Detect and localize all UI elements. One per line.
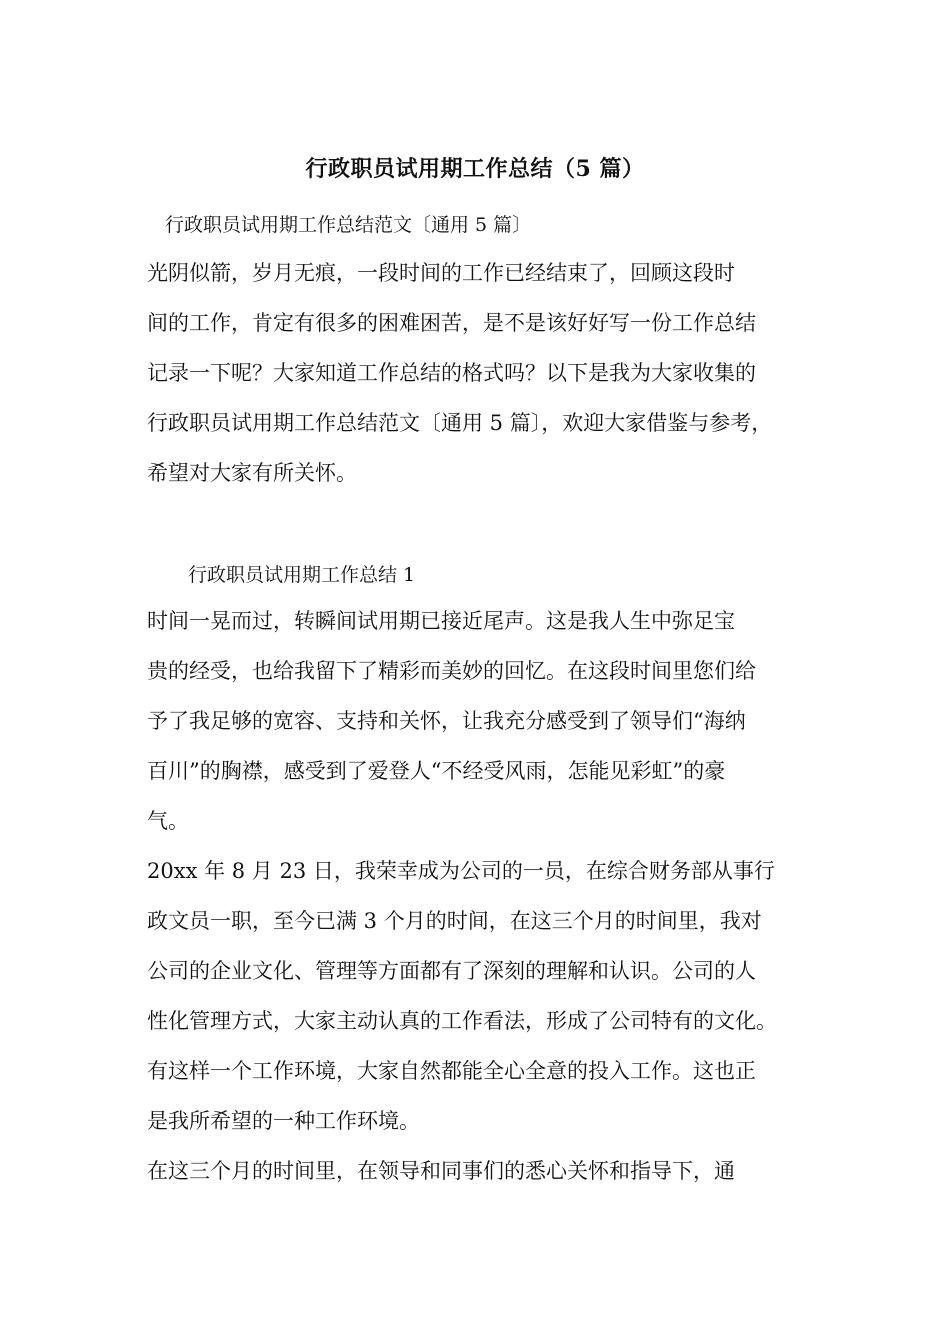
- paragraph-line: 公司的企业文化、管理等方面都有了深刻的理解和认识。公司的人: [147, 959, 756, 983]
- paragraph-line: 在这三个月的时间里，在领导和同事们的悉心关怀和指导下，通: [147, 1159, 735, 1183]
- paragraph-line: 政文员一职，至今已满 3 个月的时间，在这三个月的时间里，我对: [147, 909, 762, 933]
- paragraph-line: 有这样一个工作环境，大家自然都能全心全意的投入工作。这也正: [147, 1059, 756, 1083]
- document-title: 行政职员试用期工作总结（5 篇）: [305, 156, 645, 182]
- paragraph-line: 予了我足够的宽容、支持和关怀，让我充分感受到了领导们“海纳: [147, 709, 746, 733]
- intro-line: 希望对大家有所关怀。: [147, 461, 357, 485]
- body-paragraph-2: [147, 846, 827, 1146]
- intro-line: 光阴似箭，岁月无痕，一段时间的工作已经结束了，回顾这段时: [147, 261, 735, 285]
- intro-paragraph: [147, 248, 827, 498]
- paragraph-line: 百川”的胸襟，感受到了爱登人“不经受风雨，怎能见彩虹”的豪: [147, 759, 726, 783]
- body-paragraph-1: [147, 596, 827, 846]
- paragraph-line: 20xx 年 8 月 23 日，我荣幸成为公司的一员，在综合财务部从事行: [147, 859, 775, 883]
- document-subtitle: 行政职员试用期工作总结范文〔通用 5 篇〕: [165, 214, 532, 236]
- intro-line: 记录一下呢？大家知道工作总结的格式吗？以下是我为大家收集的: [147, 361, 756, 385]
- paragraph-line: 气。: [147, 809, 189, 833]
- section-heading: 行政职员试用期工作总结 1: [188, 564, 416, 586]
- paragraph-line: 是我所希望的一种工作环境。: [147, 1109, 420, 1133]
- paragraph-line: 贵的经受，也给我留下了精彩而美妙的回忆。在这段时间里您们给: [147, 659, 756, 683]
- paragraph-line: 性化管理方式，大家主动认真的工作看法，形成了公司特有的文化。: [147, 1009, 777, 1033]
- body-paragraph-3: [147, 1146, 827, 1196]
- intro-line: 行政职员试用期工作总结范文〔通用 5 篇〕，欢迎大家借鉴与参考，: [147, 411, 773, 435]
- intro-line: 间的工作，肯定有很多的困难困苦，是不是该好好写一份工作总结: [147, 311, 756, 335]
- paragraph-line: 时间一晃而过，转瞬间试用期已接近尾声。这是我人生中弥足宝: [147, 609, 735, 633]
